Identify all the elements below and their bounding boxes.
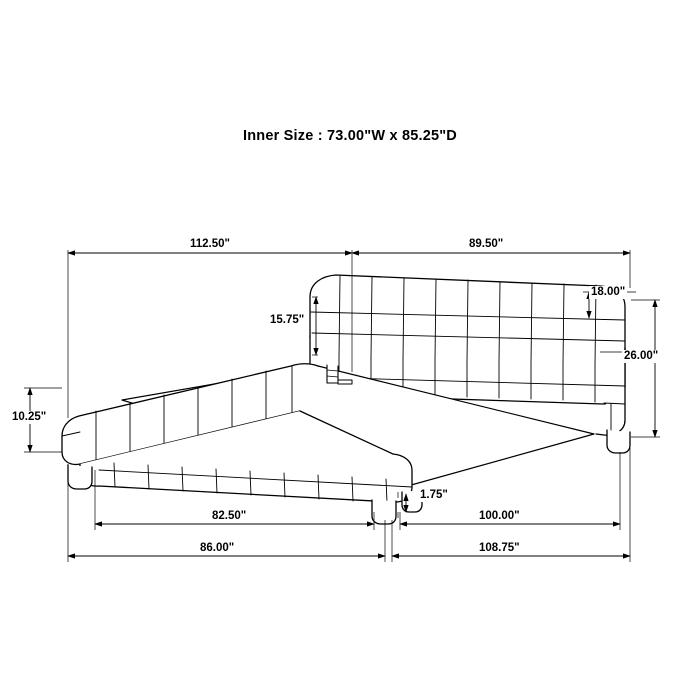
dim-label-headboard-height: 15.75"	[270, 314, 305, 326]
dim-label-bottom-outer-left: 86.00"	[200, 542, 235, 554]
dim-label-bottom-outer-right: 108.75"	[479, 542, 520, 554]
dim-label-top-right-width: 89.50"	[469, 238, 504, 250]
dim-label-arm-height: 18.00"	[591, 286, 626, 298]
dim-label-top-left-width: 112.50"	[190, 238, 230, 250]
dim-label-bottom-inner-right: 100.00"	[479, 510, 520, 522]
dim-label-leg-height: 1.75"	[420, 489, 448, 501]
dim-label-bottom-inner-left: 82.50"	[212, 510, 247, 522]
page-title: Inner Size : 73.00"W x 85.25"D	[243, 128, 457, 144]
dim-label-overall-height: 26.00"	[624, 350, 659, 362]
bed-illustration	[62, 275, 630, 524]
dim-label-rail-height: 10.25"	[12, 411, 47, 423]
